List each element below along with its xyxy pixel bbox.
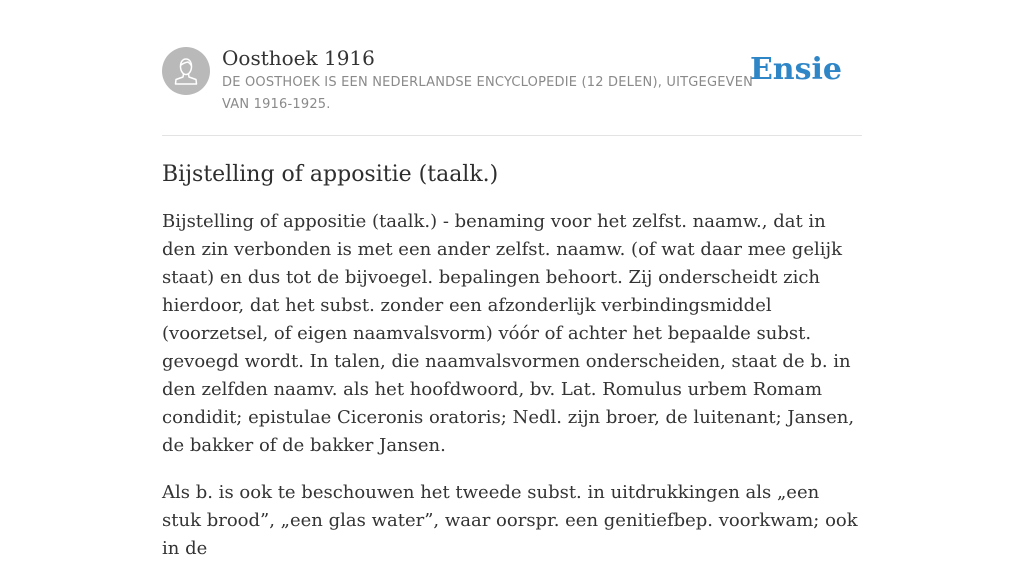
user-silhouette-icon bbox=[162, 47, 210, 95]
article-title: Bijstelling of appositie (taalk.) bbox=[162, 162, 499, 187]
article bbox=[162, 158, 862, 563]
source-header bbox=[162, 0, 862, 136]
article-paragraph: Bijstelling of appositie (taalk.) - benaming voor het zelfst. naamw., dat in den zin verbonden is met een ander zelfst. naamw. (of wat daar mee gelijk staat) en dus tot de bijvoegel. bepalingen behoort. Zij onderscheidt zich hierdoor, dat het subst. zonder een afzonderlijk verbindingsmiddel (voorzetsel, of eigen naamvalsvorm) vóór of achter het bepaalde subst. gevoegd wordt. In talen, die naamvalsvormen onderscheiden, staat de b. in den zelfden naamv. als het hoofdwoord, bv. Lat. Romulus urbem Romam condidit; epistulae Ciceronis oratoris; Nedl. zijn broer, de luitenant; Jansen, de bakker of de bakker Jansen. bbox=[162, 211, 855, 456]
main-content bbox=[162, 0, 862, 563]
source-name[interactable]: Oosthoek 1916 bbox=[222, 46, 375, 70]
avatar[interactable] bbox=[162, 47, 210, 95]
article-paragraph: Als b. is ook te beschouwen het tweede subst. in uitdrukkingen als „een stuk brood”, „een glas water”, waar oorspr. een genitiefbep. voorkwam; ook in de bbox=[162, 482, 858, 559]
ensie-logo-link[interactable]: Ensie bbox=[749, 52, 842, 87]
source-description: DE OOSTHOEK IS EEN NEDERLANDSE ENCYCLOPEDIE (12 DELEN), UITGEGEVEN VAN 1916-1925. bbox=[222, 75, 754, 112]
